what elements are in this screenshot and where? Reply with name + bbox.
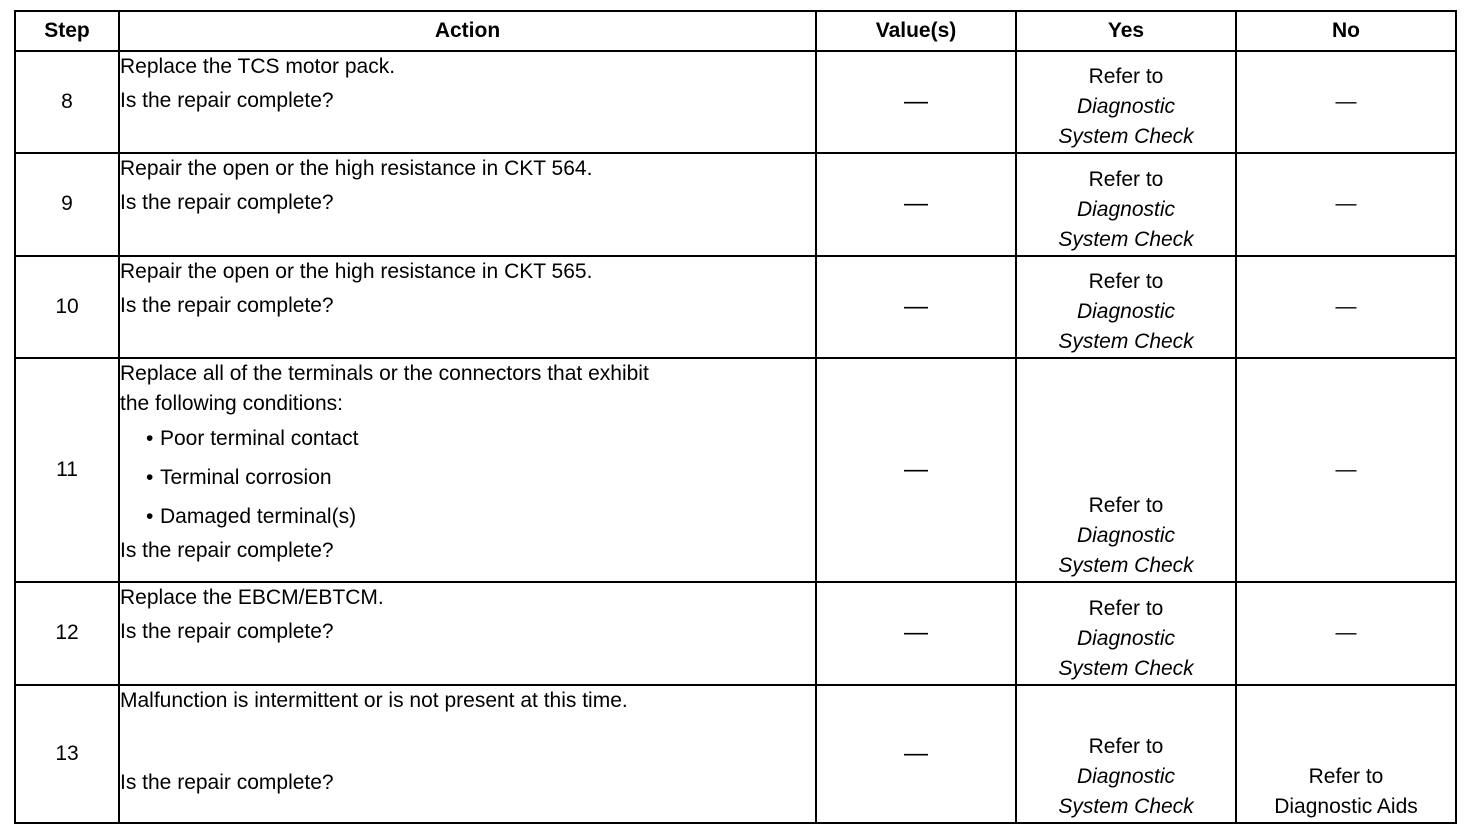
header-row xyxy=(15,11,1456,51)
value-cell: — xyxy=(816,685,1016,823)
value-cell: — xyxy=(816,51,1016,153)
action-text: Repair the open or the high resistance in CKT 565. xyxy=(120,259,593,283)
no-cell xyxy=(1236,685,1456,823)
yes-refer: Refer to xyxy=(1088,596,1164,620)
action-text: Malfunction is intermittent or is not present at this time. xyxy=(120,688,628,712)
list-item xyxy=(120,458,815,497)
yes-link-diagnostic[interactable]: Diagnostic xyxy=(1076,765,1176,788)
action-question: Is the repair complete? xyxy=(120,89,334,112)
no-cell: — xyxy=(1236,358,1456,583)
yes-link-system-check[interactable]: System Check xyxy=(1058,554,1194,578)
value-cell: — xyxy=(816,153,1016,255)
header-yes: Yes xyxy=(1016,11,1236,51)
action-question: Is the repair complete? xyxy=(120,191,334,215)
bullet-icon: • xyxy=(146,465,154,489)
action-text-continued: the following conditions: xyxy=(120,391,343,415)
step-number: 12 xyxy=(15,582,119,684)
header-no: No xyxy=(1236,11,1456,51)
action-question: Is the repair complete? xyxy=(120,620,334,644)
yes-refer: Refer to xyxy=(1088,167,1164,191)
yes-cell xyxy=(1016,256,1236,358)
yes-cell xyxy=(1016,685,1236,823)
yes-link-diagnostic[interactable]: Diagnostic xyxy=(1076,95,1176,119)
yes-cell xyxy=(1016,582,1236,684)
diagnostic-table xyxy=(14,10,1457,824)
value-cell: — xyxy=(816,256,1016,358)
action-question: Is the repair complete? xyxy=(120,770,334,794)
step-number: 8 xyxy=(15,51,119,153)
yes-link-diagnostic[interactable]: Diagnostic xyxy=(1076,299,1176,323)
header-values: Value(s) xyxy=(816,11,1016,51)
yes-refer: Refer to xyxy=(1088,269,1164,293)
no-cell: — xyxy=(1236,582,1456,684)
table-row xyxy=(15,582,1456,684)
value-cell: — xyxy=(816,582,1016,684)
action-cell xyxy=(119,51,816,153)
yes-cell xyxy=(1016,153,1236,255)
table-row xyxy=(15,51,1456,153)
yes-refer: Refer to xyxy=(1088,65,1164,89)
action-question: Is the repair complete? xyxy=(120,293,334,317)
yes-link-system-check[interactable]: System Check xyxy=(1058,227,1194,251)
no-link-diagnostic-aids[interactable]: Diagnostic Aids xyxy=(1274,795,1418,818)
action-cell xyxy=(119,582,816,684)
yes-link-diagnostic[interactable]: Diagnostic xyxy=(1076,524,1176,548)
bullet-icon: • xyxy=(146,504,154,528)
bullet-icon: • xyxy=(146,426,154,450)
action-cell xyxy=(119,256,816,358)
action-text: Repair the open or the high resistance in CKT 564. xyxy=(120,157,593,181)
yes-cell xyxy=(1016,51,1236,153)
yes-link-diagnostic[interactable]: Diagnostic xyxy=(1076,197,1176,221)
table-row xyxy=(15,685,1456,823)
yes-link-system-check[interactable]: System Check xyxy=(1058,656,1194,680)
step-number: 9 xyxy=(15,153,119,255)
step-number: 13 xyxy=(15,685,119,823)
no-cell: — xyxy=(1236,256,1456,358)
step-number: 10 xyxy=(15,256,119,358)
yes-link-diagnostic[interactable]: Diagnostic xyxy=(1076,626,1176,650)
no-refer: Refer to xyxy=(1308,765,1384,788)
action-question: Is the repair complete? xyxy=(120,538,334,562)
yes-refer: Refer to xyxy=(1088,735,1164,758)
table-row xyxy=(15,256,1456,358)
action-text: Replace the TCS motor pack. xyxy=(120,55,396,78)
step-number: 11 xyxy=(15,358,119,583)
table-row xyxy=(15,358,1456,583)
bullet-text: Terminal corrosion xyxy=(160,465,332,489)
action-text: Replace all of the terminals or the connectors that exhibit xyxy=(120,361,649,385)
list-item xyxy=(120,497,815,536)
header-step: Step xyxy=(15,11,119,51)
header-action: Action xyxy=(119,11,816,51)
action-text: Replace the EBCM/EBTCM. xyxy=(120,586,384,610)
table-row xyxy=(15,153,1456,255)
list-item xyxy=(120,419,815,458)
yes-link-system-check[interactable]: System Check xyxy=(1058,329,1194,353)
action-cell xyxy=(119,685,816,823)
yes-refer: Refer to xyxy=(1088,494,1164,518)
bullet-text: Damaged terminal(s) xyxy=(160,504,357,528)
yes-cell xyxy=(1016,358,1236,583)
no-cell: — xyxy=(1236,153,1456,255)
action-cell xyxy=(119,153,816,255)
bullet-text: Poor terminal contact xyxy=(160,426,359,450)
value-cell: — xyxy=(816,358,1016,583)
action-cell xyxy=(119,358,816,583)
yes-link-system-check[interactable]: System Check xyxy=(1058,795,1194,818)
no-cell: — xyxy=(1236,51,1456,153)
yes-link-system-check[interactable]: System Check xyxy=(1058,125,1194,149)
